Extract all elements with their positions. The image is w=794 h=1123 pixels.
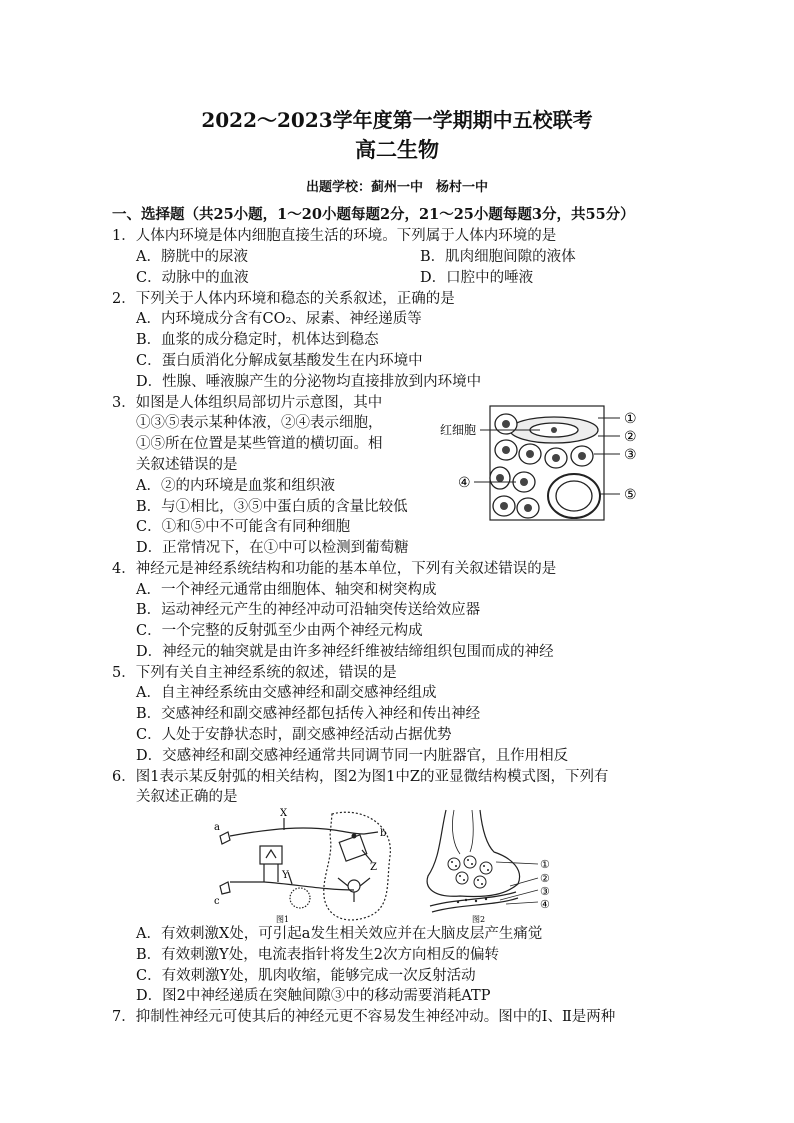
q2-option-c: C．蛋白质消化分解成氨基酸发生在内环境中 bbox=[136, 353, 423, 369]
q5-stem: 5．下列有关自主神经系统的叙述，错误的是 bbox=[112, 665, 397, 681]
tissue-section-figure bbox=[440, 402, 680, 524]
q6-option-b: B．有效刺激Y处，电流表指针将发生2次方向相反的偏转 bbox=[136, 947, 499, 963]
fig1-label-y: Y bbox=[282, 870, 289, 881]
q6-option-c: C．有效刺激Y处，肌肉收缩，能够完成一次反射活动 bbox=[136, 968, 476, 984]
q5-option-b: B．交感神经和副交感神经都包括传入神经和传出神经 bbox=[136, 706, 481, 722]
fig3-label-2: ② bbox=[624, 429, 637, 445]
q3-option-a: A．②的内环境是血浆和组织液 bbox=[136, 478, 335, 494]
fig2-label-1: ① bbox=[540, 858, 550, 871]
q4-stem: 4．神经元是神经系统结构和功能的基本单位，下列有关叙述错误的是 bbox=[112, 561, 557, 577]
q1-option-c: C．动脉中的血液 bbox=[136, 270, 249, 286]
section-heading: 一、选择题（共25小题，1～20小题每题2分，21～25小题每题3分，共55分） bbox=[112, 206, 635, 223]
q1-option-d: D．口腔中的唾液 bbox=[420, 270, 534, 286]
fig2-label-2: ② bbox=[540, 872, 550, 885]
q6-stem-2: 关叙述正确的是 bbox=[136, 789, 238, 805]
q6-option-d: D．图2中神经递质在突触间隙③中的移动需要消耗ATP bbox=[136, 988, 491, 1004]
q1-option-a: A．膀胱中的尿液 bbox=[136, 249, 248, 265]
q4-option-c: C．一个完整的反射弧至少由两个神经元构成 bbox=[136, 623, 423, 639]
fig2-caption: 图2 bbox=[472, 915, 486, 924]
q6-option-a: A．有效刺激X处，可引起a发生相关效应并在大脑皮层产生痛觉 bbox=[136, 926, 543, 942]
fig1-label-b: b bbox=[380, 828, 387, 839]
exam-title: 2022～2023学年度第一学期期中五校联考 bbox=[201, 108, 593, 132]
fig2-label-3: ③ bbox=[540, 885, 550, 898]
fig1-label-x: X bbox=[280, 808, 288, 819]
q5-option-a: A．自主神经系统由交感神经和副交感神经组成 bbox=[136, 685, 437, 701]
fig2-label-4: ④ bbox=[540, 898, 550, 911]
q3-stem-4: 关叙述错误的是 bbox=[136, 457, 238, 473]
q2-option-a: A．内环境成分含有CO₂、尿素、神经递质等 bbox=[136, 311, 422, 327]
q2-stem: 2．下列关于人体内环境和稳态的关系叙述，正确的是 bbox=[112, 291, 455, 307]
q5-option-c: C．人处于安静状态时，副交感神经活动占据优势 bbox=[136, 727, 452, 743]
q3-option-c: C．①和⑤中不可能含有同种细胞 bbox=[136, 519, 351, 535]
q4-option-d: D．神经元的轴突就是由许多神经纤维被结缔组织包围而成的神经 bbox=[136, 644, 554, 660]
q1-option-b: B．肌肉细胞间隙的液体 bbox=[420, 249, 576, 265]
synapse-figure bbox=[420, 806, 560, 926]
q3-stem-1: 3．如图是人体组织局部切片示意图，其中 bbox=[112, 395, 383, 411]
school-line: 出题学校：蓟州一中 杨村一中 bbox=[305, 180, 488, 195]
fig1-label-c: c bbox=[214, 896, 220, 907]
rbc-label: 红细胞 bbox=[440, 423, 477, 437]
q3-option-b: B．与①相比，③⑤中蛋白质的含量比较低 bbox=[136, 499, 408, 515]
fig3-label-5: ⑤ bbox=[624, 487, 637, 503]
fig1-label-z: Z bbox=[370, 862, 377, 873]
q4-option-b: B．运动神经元产生的神经冲动可沿轴突传送给效应器 bbox=[136, 602, 481, 618]
fig3-label-3: ③ bbox=[624, 447, 637, 463]
q2-option-d: D．性腺、唾液腺产生的分泌物均直接排放到内环境中 bbox=[136, 374, 482, 390]
q3-option-d: D．正常情况下，在①中可以检测到葡萄糖 bbox=[136, 540, 409, 556]
fig1-label-a: a bbox=[214, 822, 220, 833]
q5-option-d: D．交感神经和副交感神经通常共同调节同一内脏器官，且作用相反 bbox=[136, 748, 569, 764]
reflex-arc-figure bbox=[214, 806, 420, 926]
fig1-caption: 图1 bbox=[276, 915, 290, 924]
q3-stem-3: ①⑤所在位置是某些管道的横切面。相 bbox=[136, 436, 383, 452]
q4-option-a: A．一个神经元通常由细胞体、轴突和树突构成 bbox=[136, 582, 437, 598]
subject-title: 高二生物 bbox=[355, 137, 439, 162]
q2-option-b: B．血浆的成分稳定时，机体达到稳态 bbox=[136, 332, 379, 348]
q1-stem: 1．人体内环境是体内细胞直接生活的环境。下列属于人体内环境的是 bbox=[112, 228, 557, 244]
fig3-label-1: ① bbox=[624, 411, 637, 427]
q3-stem-2: ①③⑤表示某种体液，②④表示细胞， bbox=[136, 415, 383, 431]
q7-stem: 7．抑制性神经元可使其后的神经元更不容易发生神经冲动。图中的Ⅰ、Ⅱ是两种 bbox=[112, 1009, 616, 1025]
q6-stem-1: 6．图1表示某反射弧的相关结构，图2为图1中Z的亚显微结构模式图，下列有 bbox=[112, 769, 609, 785]
fig3-label-4: ④ bbox=[458, 475, 471, 491]
